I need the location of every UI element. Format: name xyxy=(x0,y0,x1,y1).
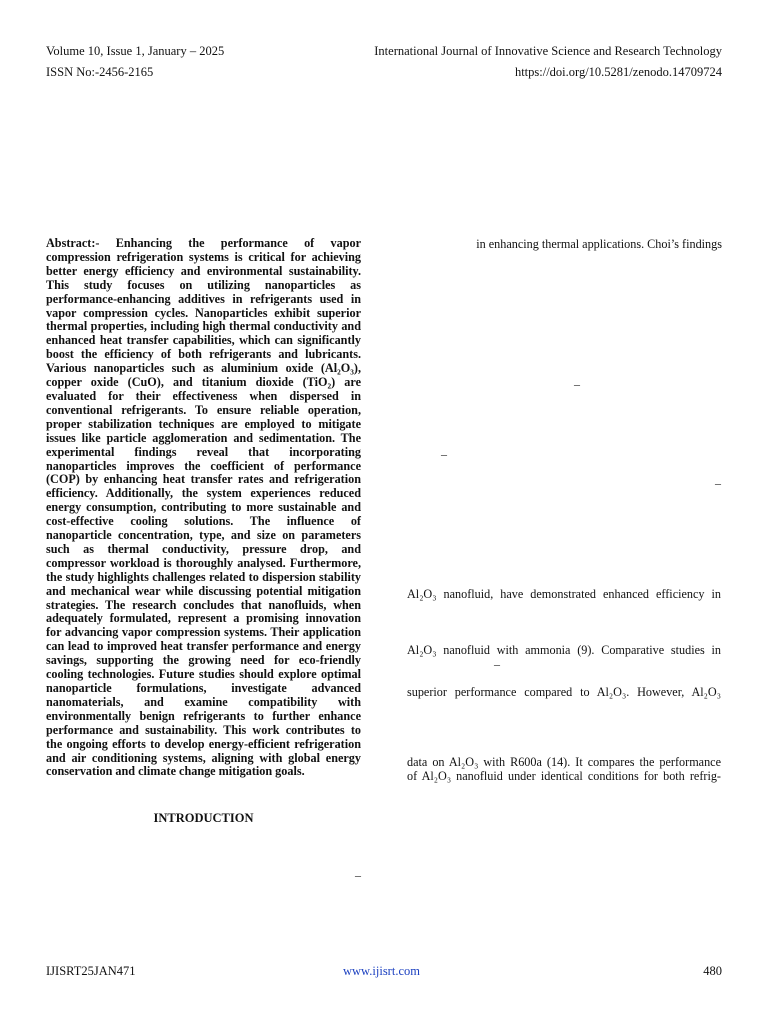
article-id: IJISRT25JAN471 xyxy=(46,964,136,978)
right-line-ammonia: Al₂O₃ nanofluid with ammonia (9). Comparative studies in xyxy=(407,643,721,657)
right-line-choi: in enhancing thermal applications. Choi’s findings xyxy=(476,237,722,251)
right-line-r600a: data on Al₂O₃ with R600a (14). It compares the performance xyxy=(407,755,721,769)
right-dash-1: – xyxy=(574,377,580,391)
volume-issue: Volume 10, Issue 1, January – 2025 xyxy=(46,44,225,58)
abstract xyxy=(46,237,361,779)
website-link[interactable]: www.ijisrt.com xyxy=(343,964,420,978)
right-line-identical: of Al₂O₃ nanofluid under identical conditions for both refrig- xyxy=(407,769,721,783)
journal-title: International Journal of Innovative Science and Research Technology xyxy=(374,44,722,58)
right-dash-4: – xyxy=(494,657,500,671)
issn: ISSN No:-2456-2165 xyxy=(46,65,154,79)
page-number: 480 xyxy=(703,964,722,978)
left-column-dash: – xyxy=(355,868,361,882)
doi-link[interactable]: https://doi.org/10.5281/zenodo.14709724 xyxy=(514,65,722,79)
abstract-label: Abstract:- xyxy=(46,236,100,250)
abstract-text: Enhancing the performance of vapor compression refrigeration systems is critical for achieving better energy efficiency and environmental sustainability. This study focuses on utilizing nanoparticles as performance-enhancing additives in refrigerants used in vapor compression cycles. Nanoparticles exhibit superior thermal properties, including high thermal conductivity and enhanced heat transfer capabilities, which can significantly boost the efficiency of both refrigerants and lubricants. Various nanoparticles such as aluminium oxide (Al₂O₃), copper oxide (CuO), and titanium dioxide (TiO₂) are evaluated for their effectiveness when dispersed in conventional refrigerants. To ensure reliable operation, proper stabilization techniques are employed to mitigate issues like particle agglomeration and sedimentation. The experimental findings reveal that incorporating nanoparticles improves the coefficient of performance (COP) by enhancing heat transfer rates and refrigeration efficiency. Additionally, the system experiences reduced energy consumption, contributing to more sustainable and cost-effective cooling solutions. The influence of nanoparticle concentration, type, and size on parameters such as thermal conductivity, pressure drop, and compressor workload is thoroughly analysed. Furthermore, the study highlights challenges related to dispersion stability and mechanical wear while discussing potential mitigation strategies. The research concludes that nanofluids, when adequately formulated, represent a promising innovation for advancing vapor compression systems. Their application can lead to improved heat transfer performance and energy savings, supporting the growing need for eco-friendly cooling technologies. Future studies should explore optimal nanoparticle formulations, investigate advanced nanomaterials, and examine compatibility with environmentally benign refrigerants to further enhance performance and sustainability. This work contributes to the ongoing efforts to develop energy-efficient refrigeration and air conditioning systems, aligning with global energy conservation and climate change mitigation goals. xyxy=(46,236,361,779)
right-line-superior: superior performance compared to Al₂O₃. However, Al₂O₃ xyxy=(407,685,721,699)
right-dash-3: – xyxy=(715,476,721,490)
right-dash-2: – xyxy=(441,447,447,461)
section-heading-introduction: INTRODUCTION xyxy=(153,811,254,825)
right-line-efficiency: Al₂O₃ nanofluid, have demonstrated enhanced efficiency in xyxy=(407,587,721,601)
